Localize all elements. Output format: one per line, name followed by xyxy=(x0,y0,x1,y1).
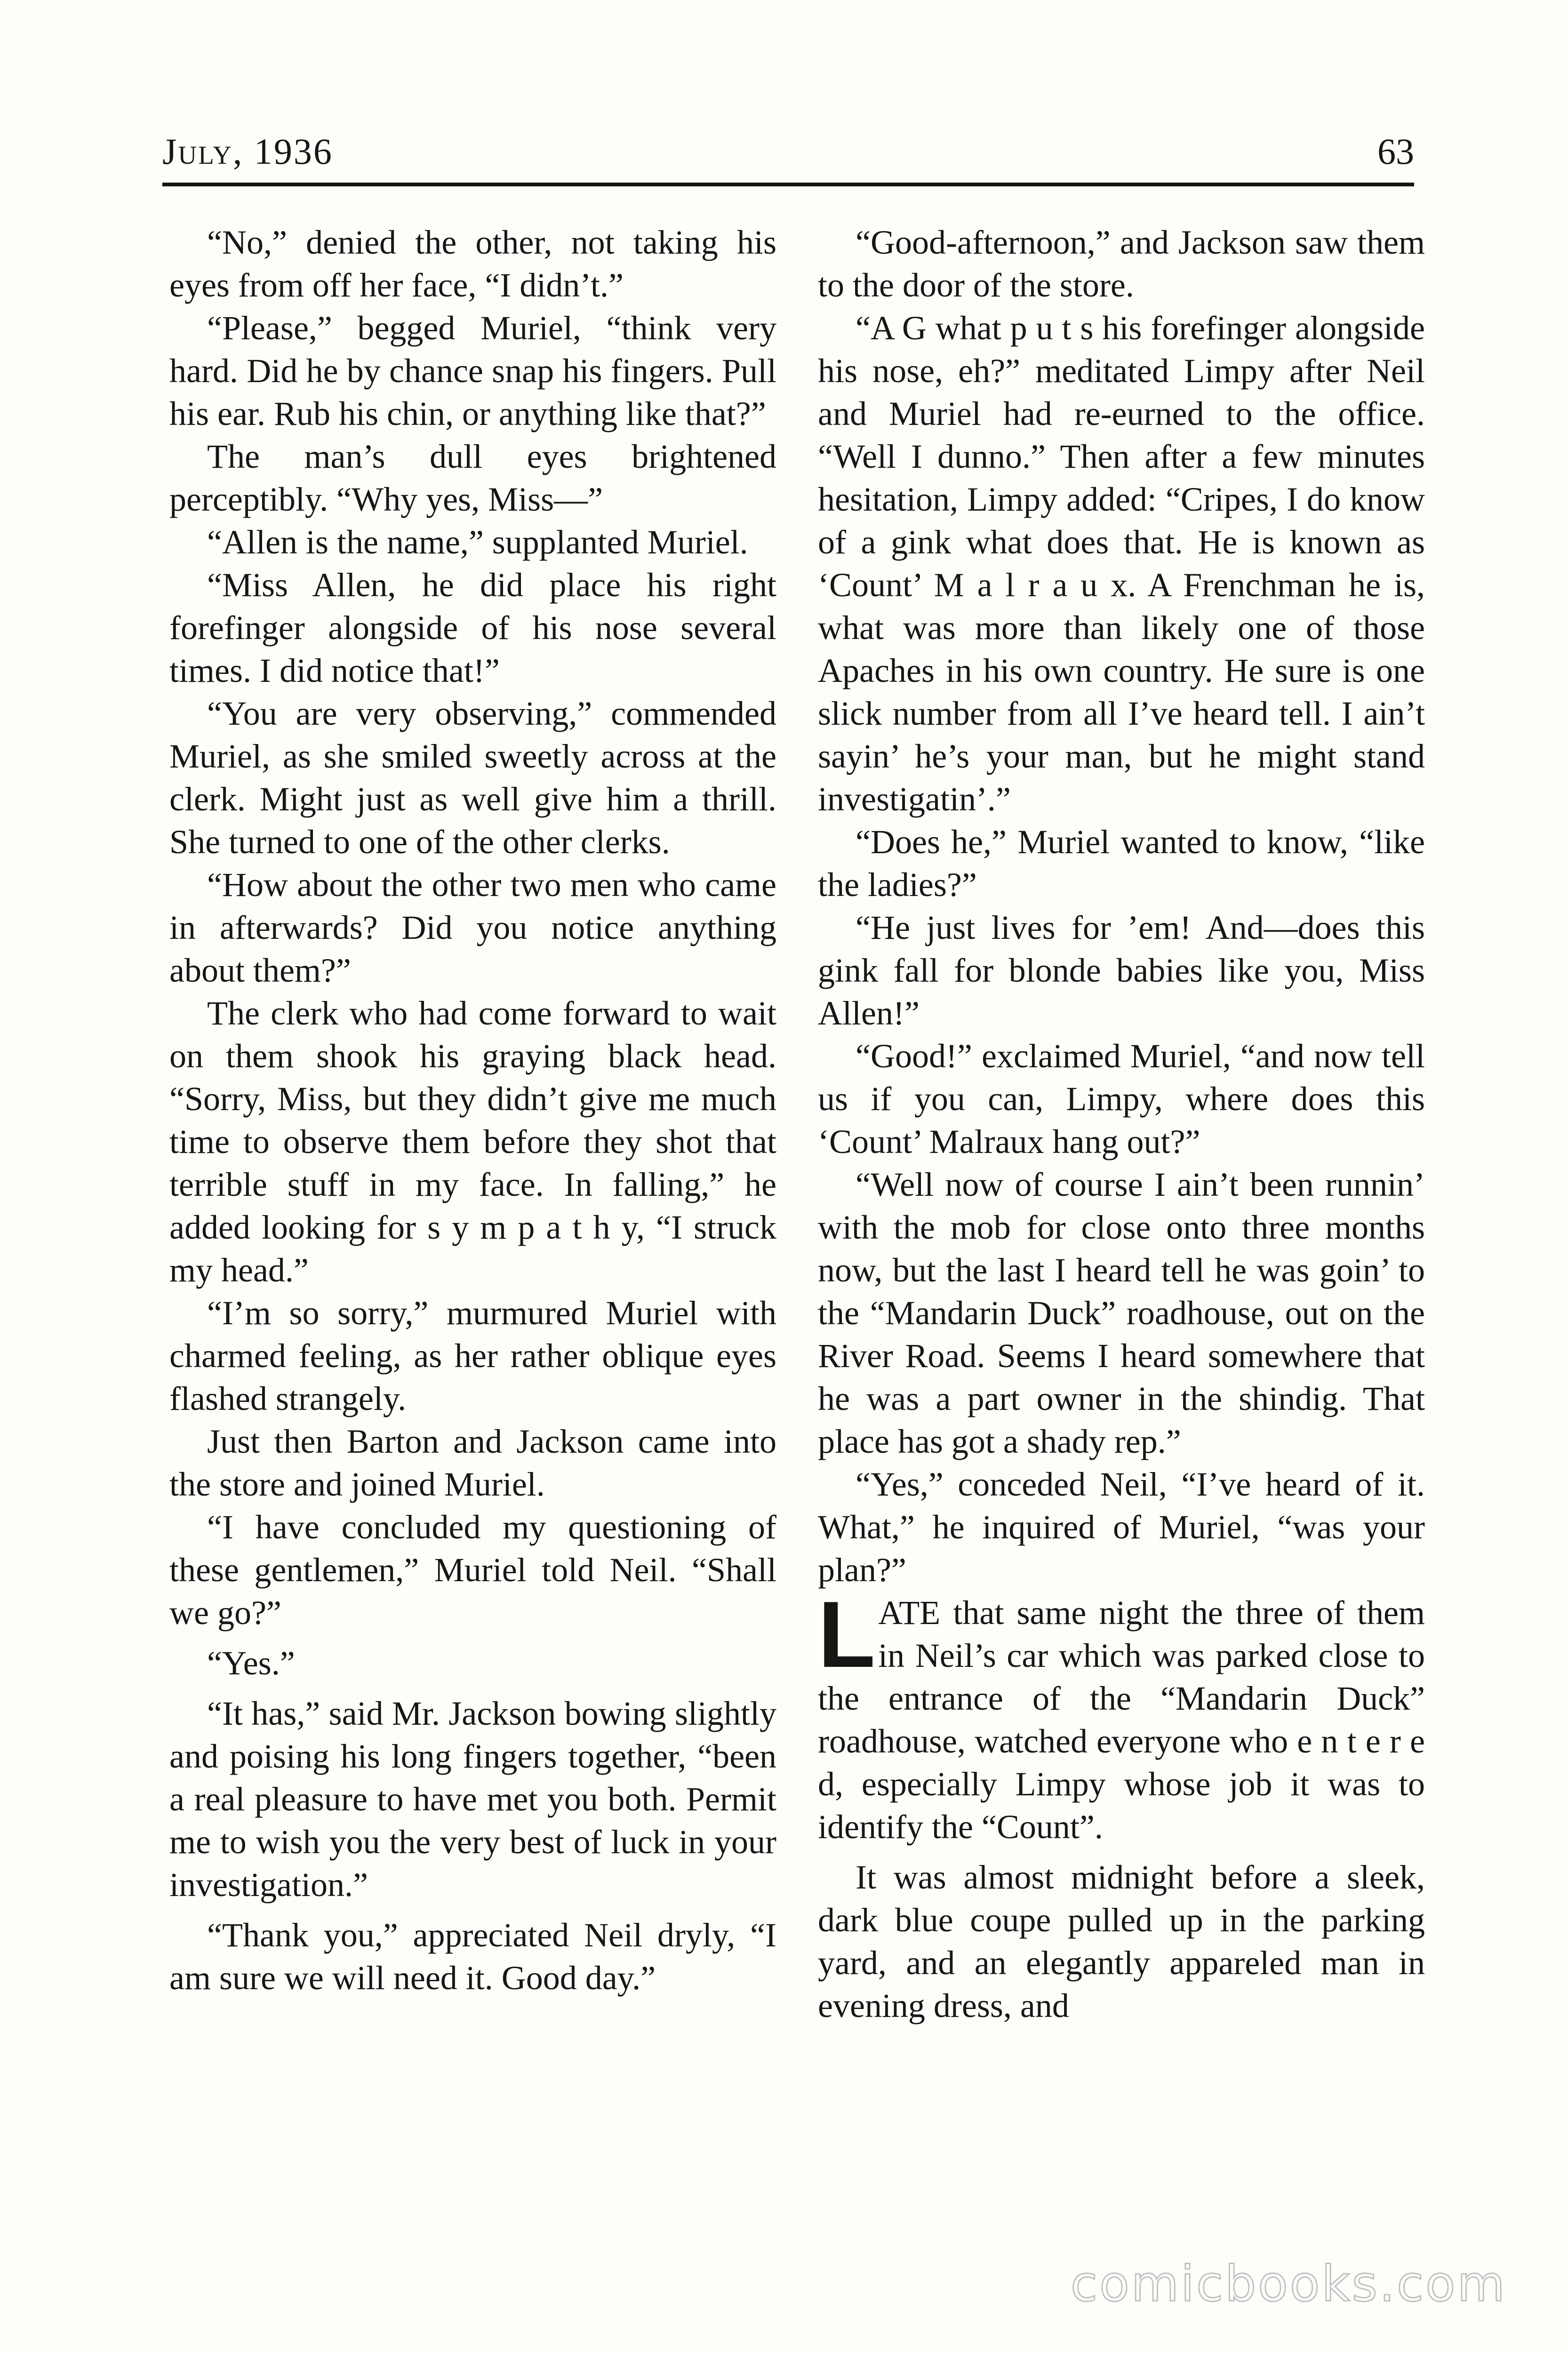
paragraph: “Good!” exclaimed Muriel, “and now tell us if you can, Limpy, where does this ‘Count’ Malraux hang out?” xyxy=(818,1037,1425,1160)
paragraph: “Yes.” xyxy=(207,1644,295,1682)
paragraph: “Good-afternoon,” and Jackson saw them to the door of the store. xyxy=(818,224,1425,304)
paragraph: The clerk who had come forward to wait on them shook his graying black head. “Sorry, Miss, but they didn’t give me much time to observe them before they shot that terrible stuff in my face. In falling,” he added looking for s y m p a t h y, “I struck my head.” xyxy=(169,994,776,1289)
paragraph: “I have concluded my questioning of these gentlemen,” Muriel told Neil. “Shall we go?” xyxy=(169,1508,776,1632)
page-number: 63 xyxy=(1377,131,1414,172)
paragraph: “No,” denied the other, not taking his eyes from off her face, “I didn’t.” xyxy=(169,224,776,304)
paragraph: “Yes,” conceded Neil, “I’ve heard of it. What,” he inquired of Muriel, “was your plan?” xyxy=(818,1465,1425,1589)
drop-cap: L xyxy=(818,1582,876,1687)
paragraph: “I’m so sorry,” murmured Muriel with charmed feeling, as her rather oblique eyes flashed strangely. xyxy=(169,1294,776,1417)
paragraph: “You are very observing,” commended Muriel, as she smiled sweetly across at the clerk. Might just as well give him a thrill. She turned to one of the other clerks. xyxy=(169,695,776,861)
section-opening-text: that same night the three of them in Neil’s car which was parked close to the entrance of the “Mandarin Duck” roadhouse, watched everyone who e n t e r e d, especially Limpy whose job it was to identify the “Count”. xyxy=(818,1594,1425,1846)
paragraph: “A G what p u t s his forefinger alongside his nose, eh?” meditated Limpy after Neil and Muriel had re-eurned to the office. “Well I dunno.” Then after a few minutes hesitation, Limpy added: “Cripes, I do know of a gink what does that. He is known as ‘Count’ M a l r a u x. A Frenchman he is, what was more than likely one of those Apaches in his own country. He sure is one slick number from all I’ve heard tell. I ain’t sayin’ he’s your man, but he might stand investigatin’.” xyxy=(818,309,1425,818)
paragraph: “Well now of course I ain’t been runnin’ with the mob for close onto three months now, but the last I heard tell he was goin’ to the “Mandarin Duck” roadhouse, out on the River Road. Seems I heard somewhere that he was a part owner in the shindig. That place has got a shady rep.” xyxy=(818,1166,1425,1460)
paragraph: “It has,” said Mr. Jackson bowing slightly and poising his long fingers together, “been a real pleasure to have met you both. Permit me to wish you the very best of luck in your investigation.” xyxy=(169,1695,776,1904)
paragraph: “Please,” begged Muriel, “think very hard. Did he by chance snap his fingers. Pull his ear. Rub his chin, or anything like that?” xyxy=(169,309,776,432)
paragraph: “Thank you,” appreciated Neil dryly, “I am sure we will need it. Good day.” xyxy=(169,1916,776,1997)
left-column xyxy=(169,221,776,2000)
section-opening-paragraph xyxy=(818,1582,1425,1849)
paragraph: Just then Barton and Jackson came into the store and joined Muriel. xyxy=(169,1423,776,1503)
paragraph: “Allen is the name,” supplanted Muriel. xyxy=(207,523,748,561)
drop-cap-smallcaps: ATE xyxy=(878,1594,941,1632)
header-rule xyxy=(162,183,1414,186)
paragraph: “How about the other two men who came in afterwards? Did you notice anything about them?” xyxy=(169,866,776,989)
watermark: comicbooks.com xyxy=(1070,2255,1507,2313)
issue-date: July, 1936 xyxy=(162,131,333,172)
paragraph: “He just lives for ’em! And—does this gink fall for blonde babies like you, Miss Allen!” xyxy=(818,909,1425,1032)
right-column xyxy=(818,221,1425,2027)
paragraph: “Miss Allen, he did place his right forefinger alongside of his nose several times. I did notice that!” xyxy=(169,566,776,689)
paragraph: “Does he,” Muriel wanted to know, “like the ladies?” xyxy=(818,823,1425,904)
paragraph: It was almost midnight before a sleek, dark blue coupe pulled up in the parking yard, and an elegantly appareled man in evening dress, and xyxy=(818,1858,1425,2025)
paragraph: The man’s dull eyes brightened perceptibly. “Why yes, Miss—” xyxy=(169,438,776,518)
running-header xyxy=(162,123,1414,180)
